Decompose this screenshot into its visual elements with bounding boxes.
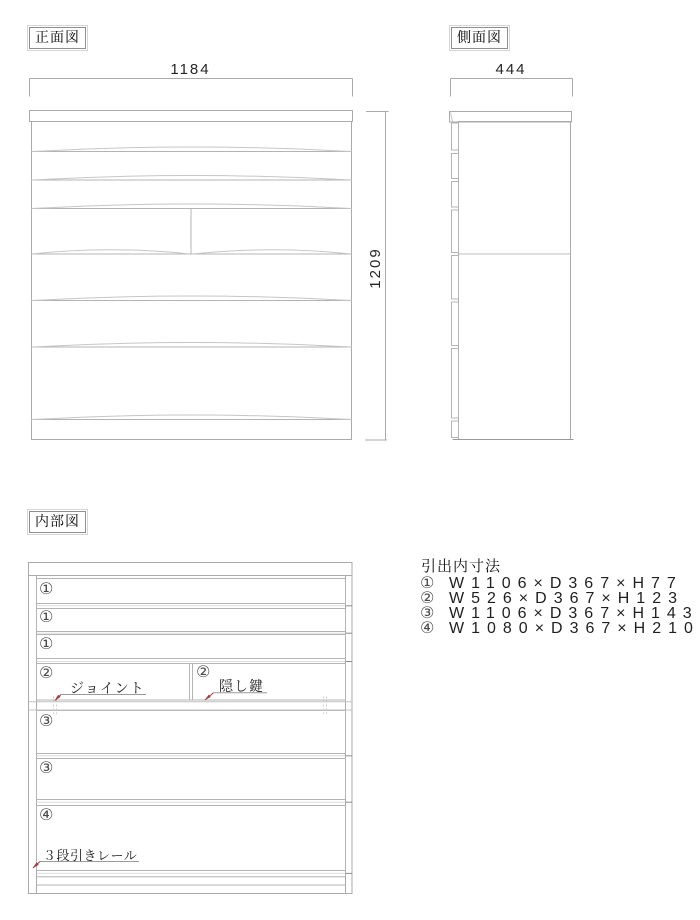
drawer-mark-1c: ①: [39, 636, 54, 653]
internal-joint-band: [29, 702, 353, 710]
spec-item-4: [420, 621, 700, 638]
drawer-mark-3b: ③: [39, 760, 54, 777]
spec-mark-4: ④: [420, 620, 435, 637]
front-width-dimension: 1184: [170, 61, 211, 78]
internal-base-band: [37, 877, 346, 885]
front-height-dimension: 1209: [367, 247, 384, 289]
drawer-mark-4: ④: [39, 807, 54, 824]
spec-text-1: W1106×D367×H77: [449, 575, 683, 592]
spec-mark-3: ③: [420, 605, 435, 622]
drawer-mark-2-right: ②: [196, 664, 211, 681]
side-depth-dimension-lines: [451, 79, 573, 97]
spec-text-2: W526×D367×H123: [449, 590, 684, 607]
spec-mark-2: ②: [420, 590, 435, 607]
internal-shelf-lines: [37, 606, 346, 874]
spec-text-3: W1106×D367×H143: [449, 605, 699, 622]
drawer-mark-2-left: ②: [39, 665, 54, 682]
side-depth-dimension: 444: [495, 61, 527, 78]
drawer-mark-1a: ①: [39, 581, 54, 598]
internal-view-label: 内部図: [29, 511, 86, 533]
spec-mark-1: ①: [420, 575, 435, 592]
side-view-label: 側面図: [451, 27, 508, 49]
drawer-mark-3a: ③: [39, 713, 54, 730]
drawer-handle-arcs: [32, 147, 352, 420]
front-view-drawing: [30, 79, 389, 441]
drawer-mark-1b: ①: [39, 609, 54, 626]
internal-drawer-boxes: [37, 579, 346, 871]
rail-annotation: ３段引きレール: [43, 848, 138, 863]
hidden-lock-annotation: 隠し鍵: [219, 678, 264, 694]
spec-list-title: 引出内寸法: [421, 558, 502, 575]
joint-annotation: ジョイント: [70, 680, 145, 696]
front-view-label: 正面図: [29, 27, 86, 49]
side-drawer-front-edges: [452, 123, 459, 438]
side-view-drawing: [450, 79, 574, 440]
spec-text-4: W1080×D367×H210: [449, 620, 700, 637]
right-edge-ticks: [346, 606, 353, 874]
internal-view-drawing: [29, 563, 353, 894]
front-width-dimension-lines: [30, 79, 353, 97]
